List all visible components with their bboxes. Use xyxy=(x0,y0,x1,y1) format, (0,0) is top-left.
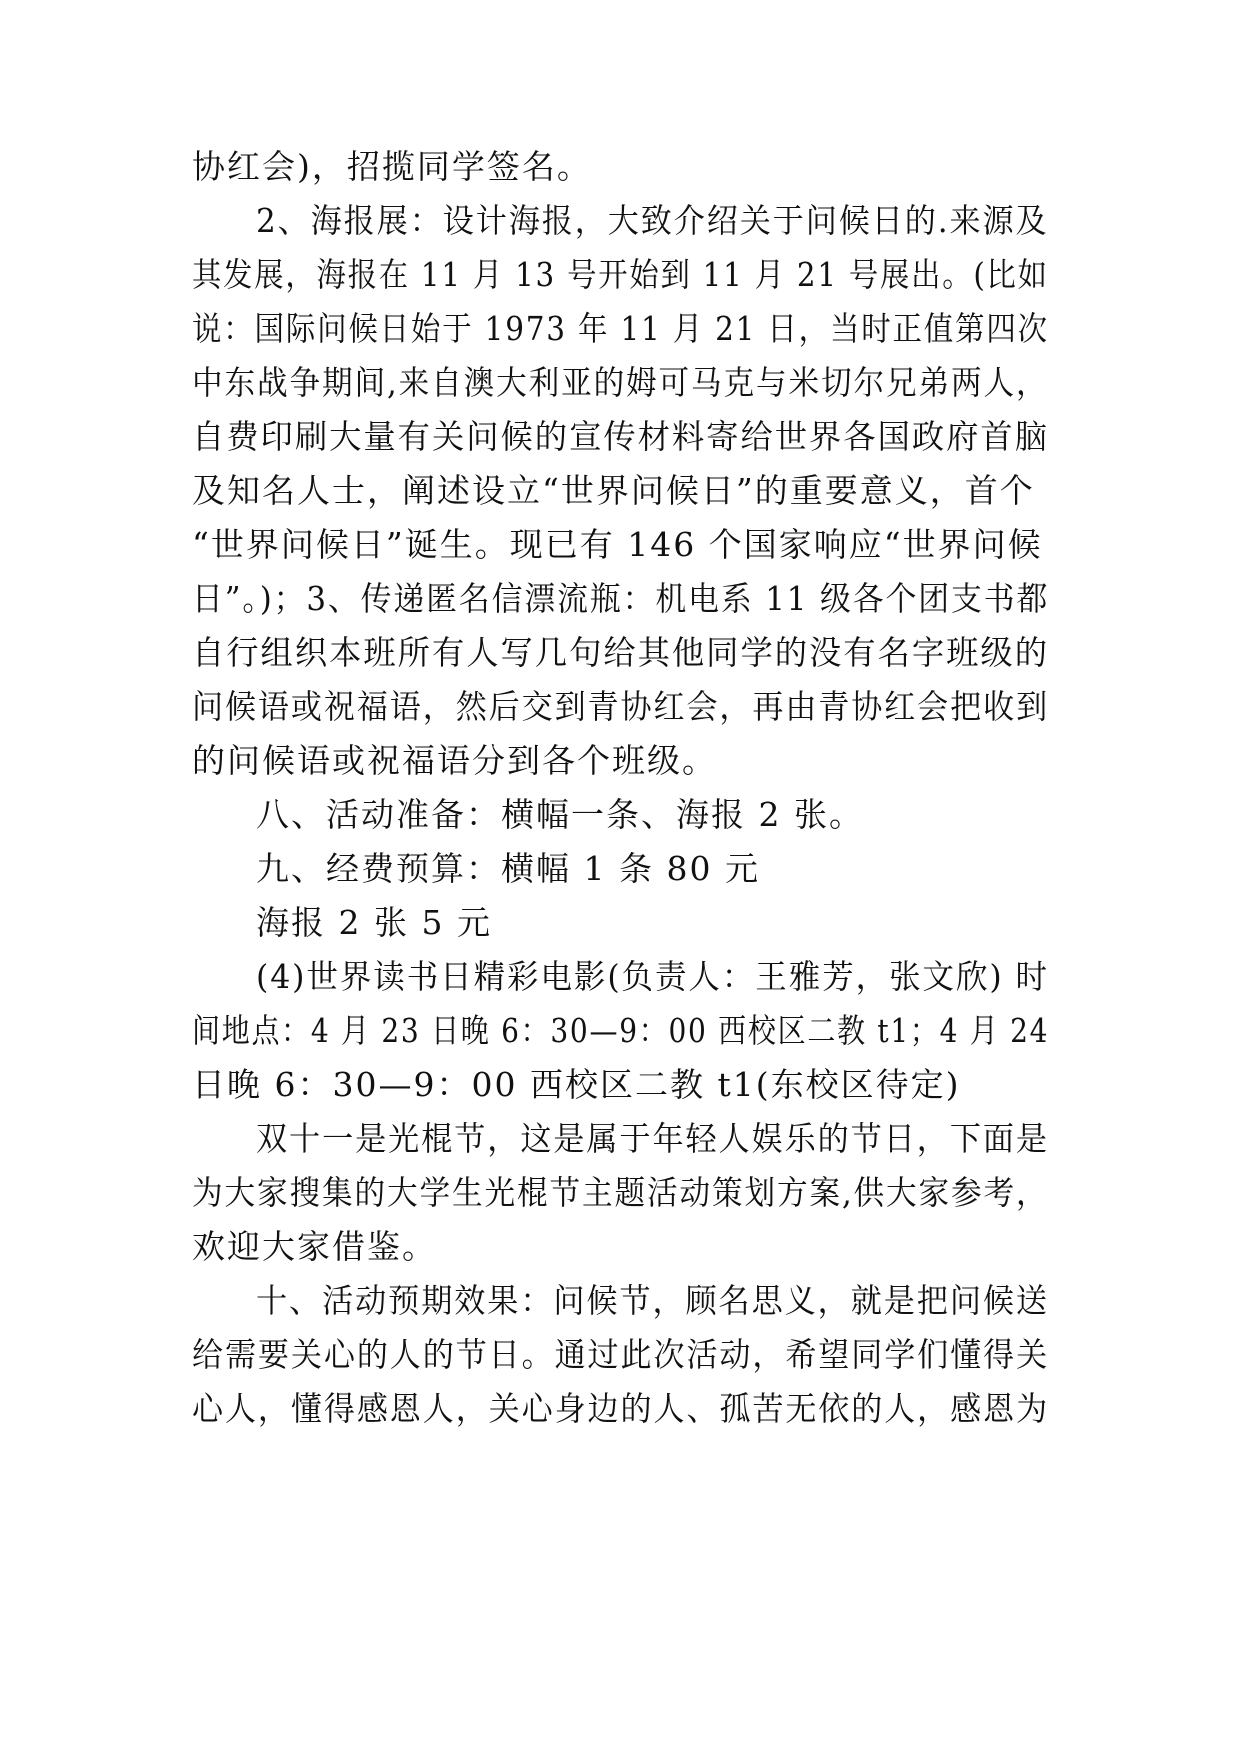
text-line: 及知名人士，阐述设立“世界问候日”的重要意义，首个 xyxy=(192,471,1035,510)
text-line: 说：国际问候日始于 1973 年 11 月 21 日，当时正值第四次 xyxy=(192,309,1049,348)
text-line: 其发展，海报在 11 月 13 号开始到 11 月 21 号展出。(比如 xyxy=(192,255,1049,294)
text-line: 的问候语或祝福语分到各个班级。 xyxy=(192,741,717,780)
text-line: (4)世界读书日精彩电影(负责人：王雅芳，张文欣) 时 xyxy=(256,957,1049,996)
text-line: 九、经费预算：横幅 1 条 80 元 xyxy=(256,849,760,888)
text-line: 心人，懂得感恩人，关心身边的人、孤苦无依的人，感恩为 xyxy=(192,1389,1050,1428)
text-line: 问候语或祝福语，然后交到青协红会，再由青协红会把收到 xyxy=(192,687,1050,726)
text-line: 协红会)，招揽同学签名。 xyxy=(192,147,592,186)
text-line: 海报 2 张 5 元 xyxy=(256,903,492,942)
text-line: 间地点：4 月 23 日晚 6：30—9：00 西校区二教 t1；4 月 24 xyxy=(192,1011,1050,1050)
text-line: 日晚 6：30—9：00 西校区二教 t1(东校区待定) xyxy=(192,1065,961,1104)
text-line: 为大家搜集的大学生光棍节主题活动策划方案,供大家参考， xyxy=(192,1173,1049,1212)
text-line: 2、海报展：设计海报，大致介绍关于问候日的.来源及 xyxy=(256,201,1049,240)
text-line: 十、活动预期效果：问候节，顾名思义，就是把问候送 xyxy=(256,1281,1049,1320)
text-line: 双十一是光棍节，这是属于年轻人娱乐的节日，下面是 xyxy=(256,1119,1049,1158)
text-line: 日”。)；3、传递匿名信漂流瓶：机电系 11 级各个团支书都 xyxy=(192,579,1050,618)
text-line: 中东战争期间,来自澳大利亚的姆可马克与米切尔兄弟两人， xyxy=(192,363,1049,402)
text-line: “世界问候日”诞生。现已有 146 个国家响应“世界问候 xyxy=(192,525,1043,564)
text-line: 自费印刷大量有关问候的宣传材料寄给世界各国政府首脑 xyxy=(192,417,1049,456)
text-line: 给需要关心的人的节日。通过此次活动，希望同学们懂得关 xyxy=(192,1335,1050,1374)
text-line: 自行组织本班所有人写几句给其他同学的没有名字班级的 xyxy=(192,633,1049,672)
text-line: 欢迎大家借鉴。 xyxy=(192,1227,437,1266)
text-line: 八、活动准备：横幅一条、海报 2 张。 xyxy=(256,795,864,834)
